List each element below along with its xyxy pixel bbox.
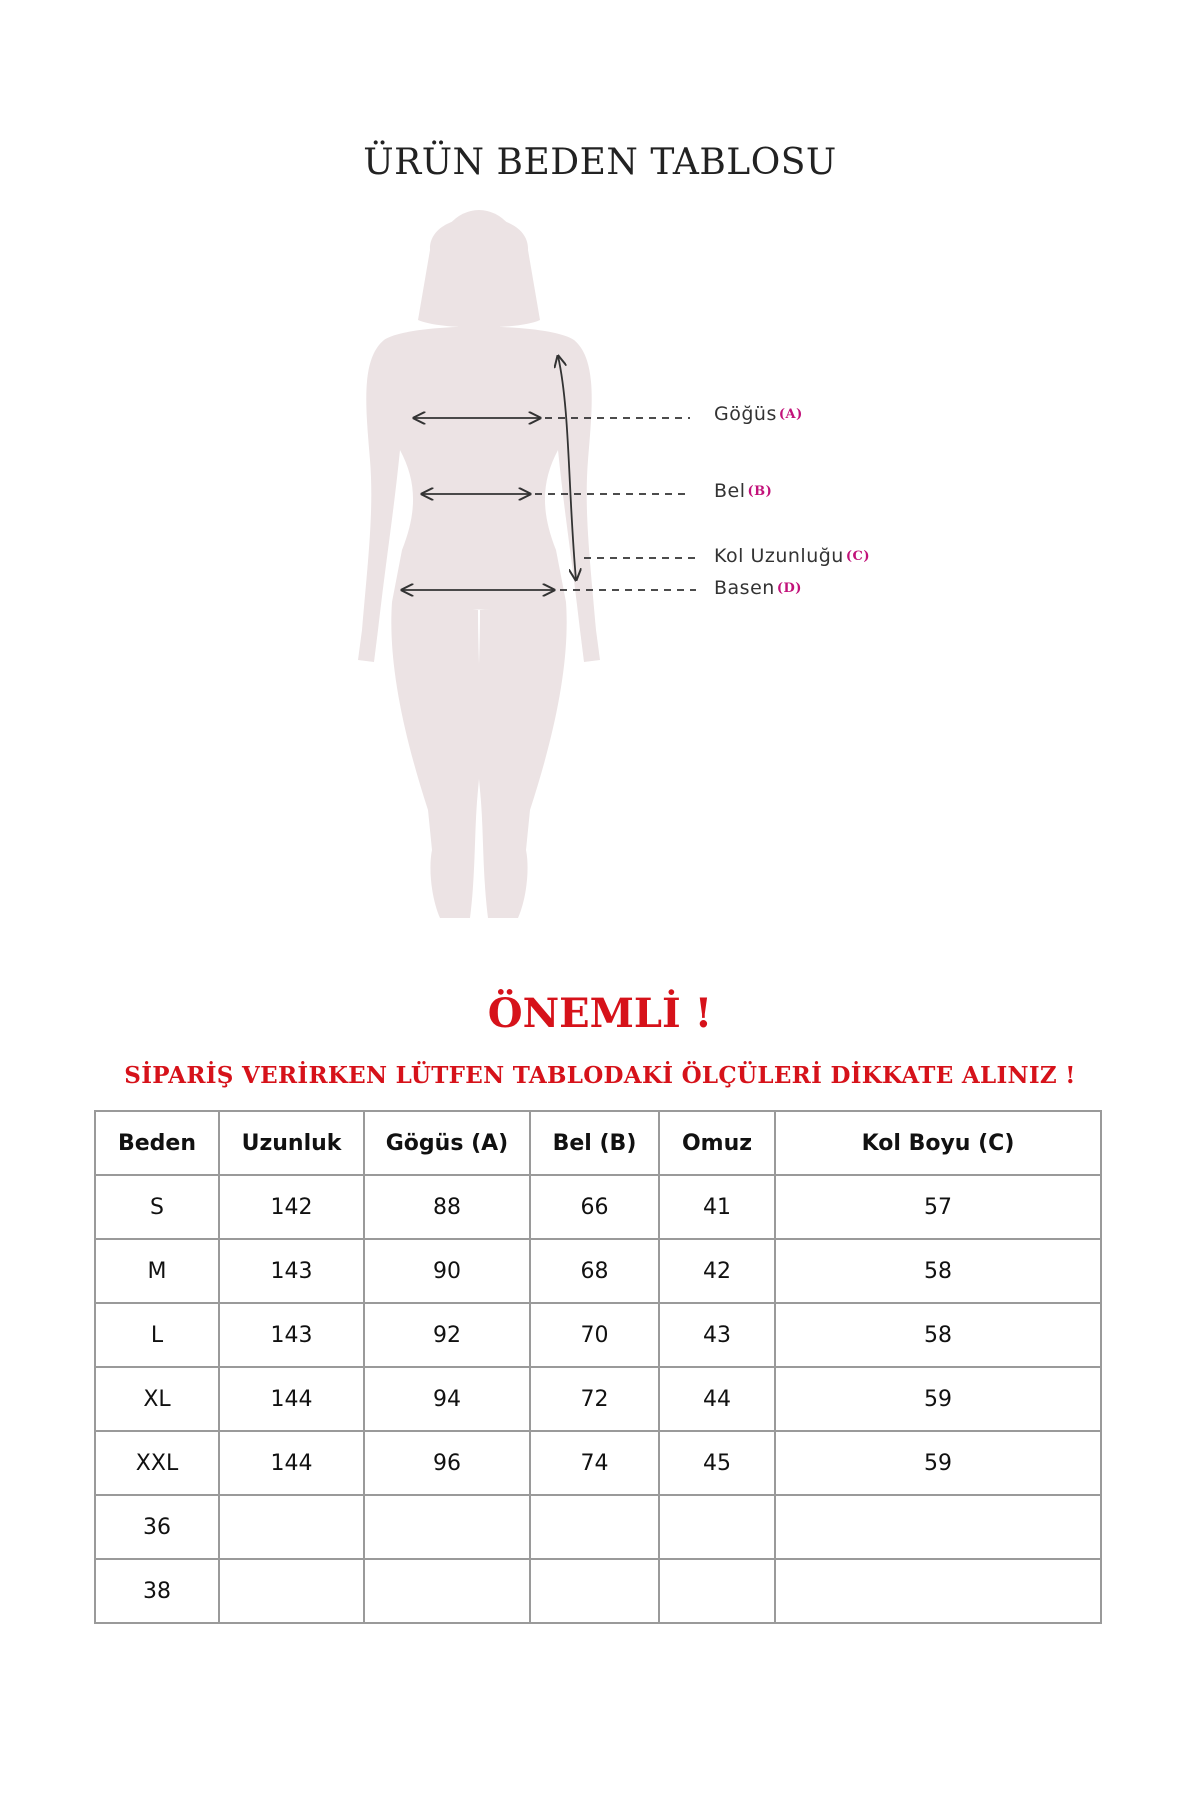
table-row — [95, 1367, 1101, 1431]
header-cell: Beden — [95, 1111, 219, 1175]
table-cell — [659, 1559, 775, 1623]
measurement-label-sleeve-length: Kol Uzunluğu (C) — [714, 545, 870, 567]
table-row — [95, 1175, 1101, 1239]
table-cell: 42 — [659, 1239, 775, 1303]
table-cell: 66 — [530, 1175, 659, 1239]
table-cell: 44 — [659, 1367, 775, 1431]
table-cell: 58 — [775, 1239, 1101, 1303]
table-cell: 74 — [530, 1431, 659, 1495]
header-cell: Bel (B) — [530, 1111, 659, 1175]
table-cell: 58 — [775, 1303, 1101, 1367]
silhouette-shape — [358, 210, 600, 918]
table-cell — [219, 1559, 364, 1623]
table-cell: M — [95, 1239, 219, 1303]
table-cell: 143 — [219, 1303, 364, 1367]
table-cell: L — [95, 1303, 219, 1367]
table-cell — [775, 1559, 1101, 1623]
measurement-label-waist: Bel (B) — [714, 480, 773, 502]
header-cell: Uzunluk — [219, 1111, 364, 1175]
measurement-code-chest: (A) — [778, 407, 803, 422]
female-silhouette-illustration — [0, 210, 1200, 970]
table-row — [95, 1495, 1101, 1559]
header-cell: Gögüs (A) — [364, 1111, 530, 1175]
measurement-label-hip: Basen (D) — [714, 577, 802, 599]
table-header-row — [95, 1111, 1101, 1175]
header-cell: Omuz — [659, 1111, 775, 1175]
table-row — [95, 1431, 1101, 1495]
table-cell — [364, 1559, 530, 1623]
table-cell: 90 — [364, 1239, 530, 1303]
table-cell — [530, 1495, 659, 1559]
table-row — [95, 1239, 1101, 1303]
table-cell: 59 — [775, 1431, 1101, 1495]
table-cell: 43 — [659, 1303, 775, 1367]
table-cell: 36 — [95, 1495, 219, 1559]
table-cell: 72 — [530, 1367, 659, 1431]
important-heading: ÖNEMLİ ! — [487, 990, 713, 1037]
table-cell: 57 — [775, 1175, 1101, 1239]
table-cell: 41 — [659, 1175, 775, 1239]
measurement-label-chest: Göğüs (A) — [714, 403, 803, 425]
table-cell: S — [95, 1175, 219, 1239]
table-cell: 88 — [364, 1175, 530, 1239]
table-row — [95, 1559, 1101, 1623]
body-measurement-figure — [0, 210, 1200, 970]
table-cell: 45 — [659, 1431, 775, 1495]
table-cell: 144 — [219, 1367, 364, 1431]
table-cell — [219, 1495, 364, 1559]
table-cell: 96 — [364, 1431, 530, 1495]
table-cell: 143 — [219, 1239, 364, 1303]
table-cell: 94 — [364, 1367, 530, 1431]
size-chart-table — [94, 1110, 1102, 1624]
table-cell: XXL — [95, 1431, 219, 1495]
table-cell: XL — [95, 1367, 219, 1431]
table-cell: 92 — [364, 1303, 530, 1367]
table-cell — [659, 1495, 775, 1559]
table-row — [95, 1303, 1101, 1367]
page-title: ÜRÜN BEDEN TABLOSU — [363, 142, 837, 183]
table-cell: 59 — [775, 1367, 1101, 1431]
table-cell: 142 — [219, 1175, 364, 1239]
table-cell — [364, 1495, 530, 1559]
order-notice: SİPARİŞ VERİRKEN LÜTFEN TABLODAKİ ÖLÇÜLERİ DİKKATE ALINIZ ! — [124, 1062, 1076, 1089]
table-cell: 144 — [219, 1431, 364, 1495]
measurement-code-waist: (B) — [747, 484, 773, 499]
table-cell: 38 — [95, 1559, 219, 1623]
table-cell: 70 — [530, 1303, 659, 1367]
table-cell — [775, 1495, 1101, 1559]
table-cell — [530, 1559, 659, 1623]
measurement-code-sleeve: (C) — [845, 549, 870, 564]
measurement-code-hip: (D) — [776, 581, 802, 596]
table-cell: 68 — [530, 1239, 659, 1303]
header-cell: Kol Boyu (C) — [775, 1111, 1101, 1175]
